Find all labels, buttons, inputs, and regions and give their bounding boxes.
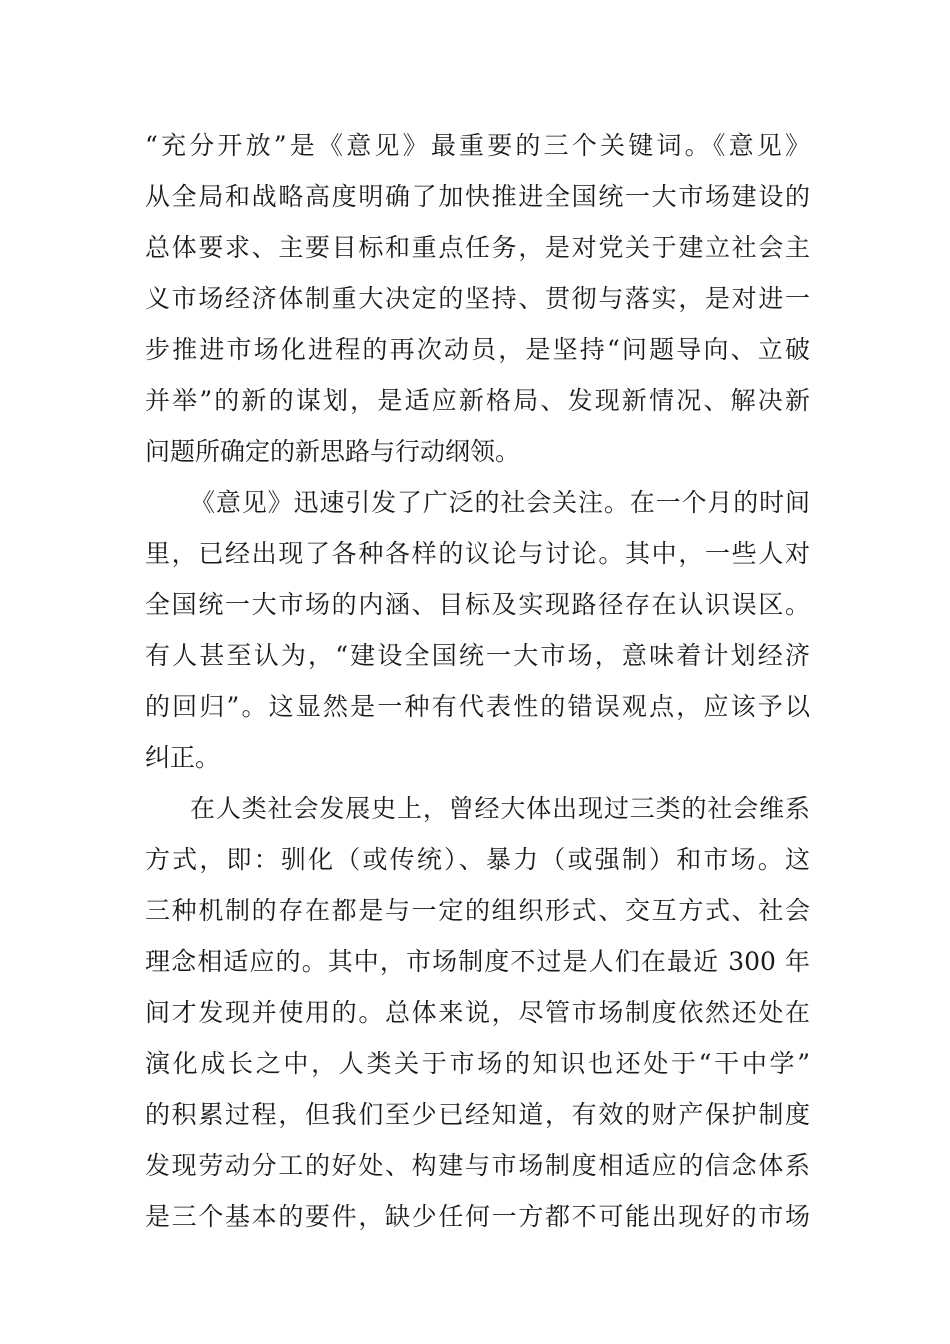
text-line: 演化成长之中，人类关于市场的知识也还处于“干中学” [145, 1049, 810, 1078]
text-line: 全国统一大市场的内涵、目标及实现路径存在认识误区。 [145, 590, 810, 619]
text-line: 纠正。 [145, 743, 221, 772]
text-line: 是三个基本的要件，缺少任何一方都不可能出现好的市场 [145, 1202, 810, 1231]
text-line: 的积累过程，但我们至少已经知道，有效的财产保护制度 [145, 1100, 810, 1129]
text-line: 的回归”。这显然是一种有代表性的错误观点，应该予以 [145, 692, 810, 721]
text-line: 里，已经出现了各种各样的议论与讨论。其中，一些人对 [145, 539, 810, 568]
text-line: 问题所确定的新思路与行动纲领。 [145, 437, 521, 466]
text-line: 有人甚至认为，“建设全国统一大市场，意味着计划经济 [145, 641, 810, 670]
text-line: 方式，即：驯化（或传统）、暴力（或强制）和市场。这 [145, 845, 810, 874]
text-line: 理念相适应的。其中，市场制度不过是人们在最近 300 年 [145, 947, 810, 976]
text-line: 间才发现并使用的。总体来说，尽管市场制度依然还处在 [145, 998, 810, 1027]
text-line: 步推进市场化进程的再次动员，是坚持“问题导向、立破 [145, 335, 810, 364]
text-line: 并举”的新的谋划，是适应新格局、发现新情况、解决新 [145, 386, 810, 415]
paragraph-first-line: 《意见》迅速引发了广泛的社会关注。在一个月的时间 [190, 488, 810, 517]
text-line: 义市场经济体制重大决定的坚持、贯彻与落实，是对进一 [145, 284, 810, 313]
text-line: 三种机制的存在都是与一定的组织形式、交互方式、社会 [145, 896, 810, 925]
paragraph-first-line: 在人类社会发展史上，曾经大体出现过三类的社会维系 [190, 794, 810, 823]
body-text [145, 120, 810, 1242]
text-line: 总体要求、主要目标和重点任务，是对党关于建立社会主 [145, 233, 810, 262]
text-line: “充分开放”是《意见》最重要的三个关键词。《意见》 [145, 131, 810, 160]
text-line: 从全局和战略高度明确了加快推进全国统一大市场建设的 [145, 182, 810, 211]
text-line: 发现劳动分工的好处、构建与市场制度相适应的信念体系 [145, 1151, 810, 1180]
